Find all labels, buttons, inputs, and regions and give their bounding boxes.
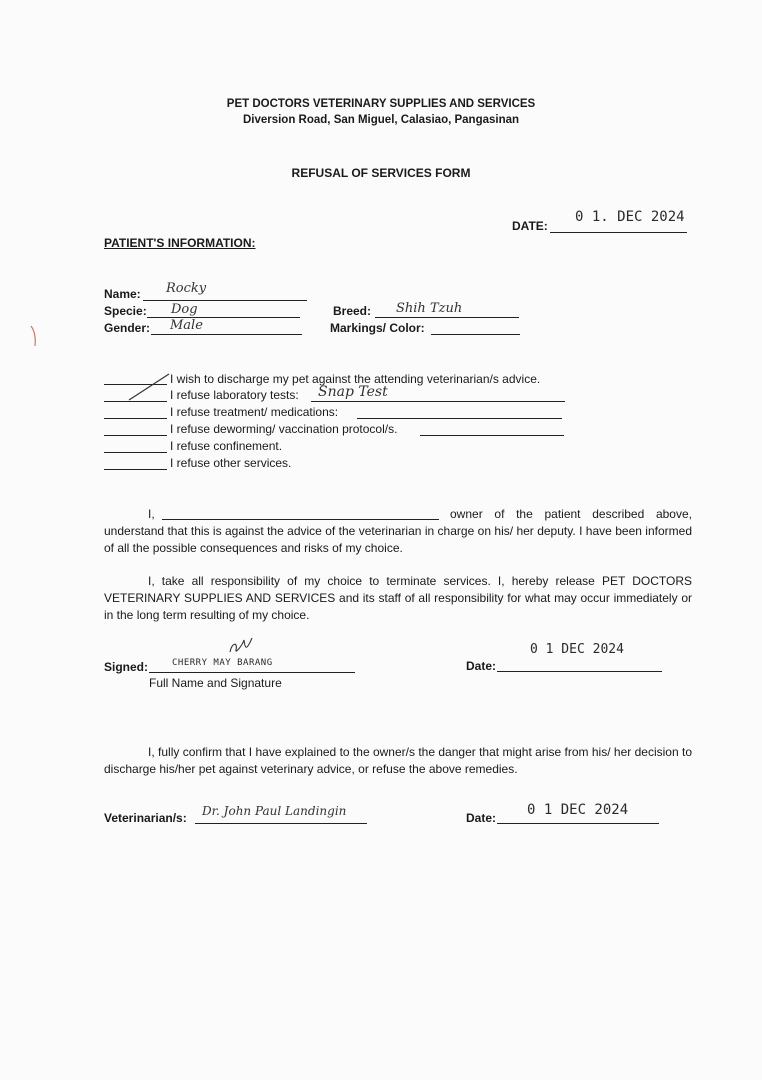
- veterinarian-value: Dr. John Paul Landingin: [202, 804, 347, 818]
- breed-label: Breed:: [333, 304, 372, 318]
- veterinarian-label: Veterinarian/s:: [104, 811, 187, 825]
- p1-rest: understand that this is against the advice of the veterinarian in charge on his/ her deputy. I have been informed of all the possible consequences and risks of my choice.: [104, 524, 692, 555]
- gender-line: [151, 334, 302, 335]
- veterinarian-line: [195, 823, 367, 824]
- option-blank-6: [104, 469, 167, 470]
- option-blank-3: [104, 418, 167, 419]
- breed-line: [375, 317, 519, 318]
- owner-name-line: [162, 519, 439, 520]
- p1-suffix: owner of the patient described above,: [450, 507, 692, 521]
- gender-value: Male: [170, 318, 203, 333]
- signed-value: CHERRY MAY BARANG: [172, 658, 273, 668]
- gender-label: Gender:: [104, 321, 151, 335]
- treatment-line: [357, 418, 562, 419]
- option-5: I refuse confinement.: [170, 439, 283, 453]
- option-6: I refuse other services.: [170, 456, 292, 470]
- option-blank-2: [104, 401, 167, 402]
- option-2: I refuse laboratory tests:: [170, 388, 299, 402]
- checkmark-slash-icon: [125, 370, 175, 402]
- option-blank-4: [104, 435, 167, 436]
- signature-mark-icon: [226, 634, 256, 660]
- signed-date-label: Date:: [466, 659, 497, 673]
- specie-value: Dog: [171, 302, 198, 317]
- section-title: PATIENT'S INFORMATION:: [104, 236, 256, 250]
- veterinarian-date-label: Date:: [466, 811, 497, 825]
- veterinarian-date-value: 0 1 DEC 2024: [527, 802, 629, 818]
- veterinarian-date-line: [497, 823, 659, 824]
- signed-date-value: 0 1 DEC 2024: [530, 642, 624, 657]
- company-name: PET DOCTORS VETERINARY SUPPLIES AND SERVICES: [226, 98, 536, 110]
- lab-tests-value: Snap Test: [318, 384, 388, 400]
- company-address: Diversion Road, San Miguel, Calasiao, Pangasinan: [242, 114, 520, 126]
- p2: I, take all responsibility of my choice to terminate services. I, hereby release PET DOCTORS VETERINARY SUPPLIES AND SERVICES and its staff of all responsibility for what may occur immediately or in the long term resulting of my choice.: [104, 574, 692, 622]
- date-label: DATE:: [512, 219, 548, 233]
- name-value: Rocky: [166, 281, 207, 296]
- markings-line: [431, 334, 520, 335]
- option-blank-5: [104, 452, 167, 453]
- form-title: REFUSAL OF SERVICES FORM: [291, 166, 471, 180]
- lab-tests-line: [311, 401, 565, 402]
- signature-caption: Full Name and Signature: [149, 676, 282, 690]
- p3: I, fully confirm that I have explained to the owner/s the danger that might arise from his/ her decision to discharge his/her pet against veterinary advice, or refuse the above remedies.: [104, 745, 692, 776]
- option-1: I wish to discharge my pet against the attending veterinarian/s advice.: [170, 372, 541, 386]
- deworming-line: [420, 435, 564, 436]
- specie-label: Specie:: [104, 304, 147, 318]
- markings-label: Markings/ Color:: [330, 321, 425, 335]
- name-label: Name:: [104, 287, 141, 301]
- margin-mark-icon: [28, 324, 40, 348]
- signed-date-line: [497, 671, 662, 672]
- option-3: I refuse treatment/ medications:: [170, 405, 339, 419]
- date-line: [550, 232, 687, 233]
- date-value: 0 1. DEC 2024: [575, 209, 685, 225]
- signed-line: [149, 672, 355, 673]
- option-4: I refuse deworming/ vaccination protocol/s.: [170, 422, 398, 436]
- name-line: [143, 300, 307, 301]
- breed-value: Shih Tzuh: [396, 301, 463, 316]
- signed-label: Signed:: [104, 660, 148, 674]
- p1-prefix: I,: [148, 507, 155, 521]
